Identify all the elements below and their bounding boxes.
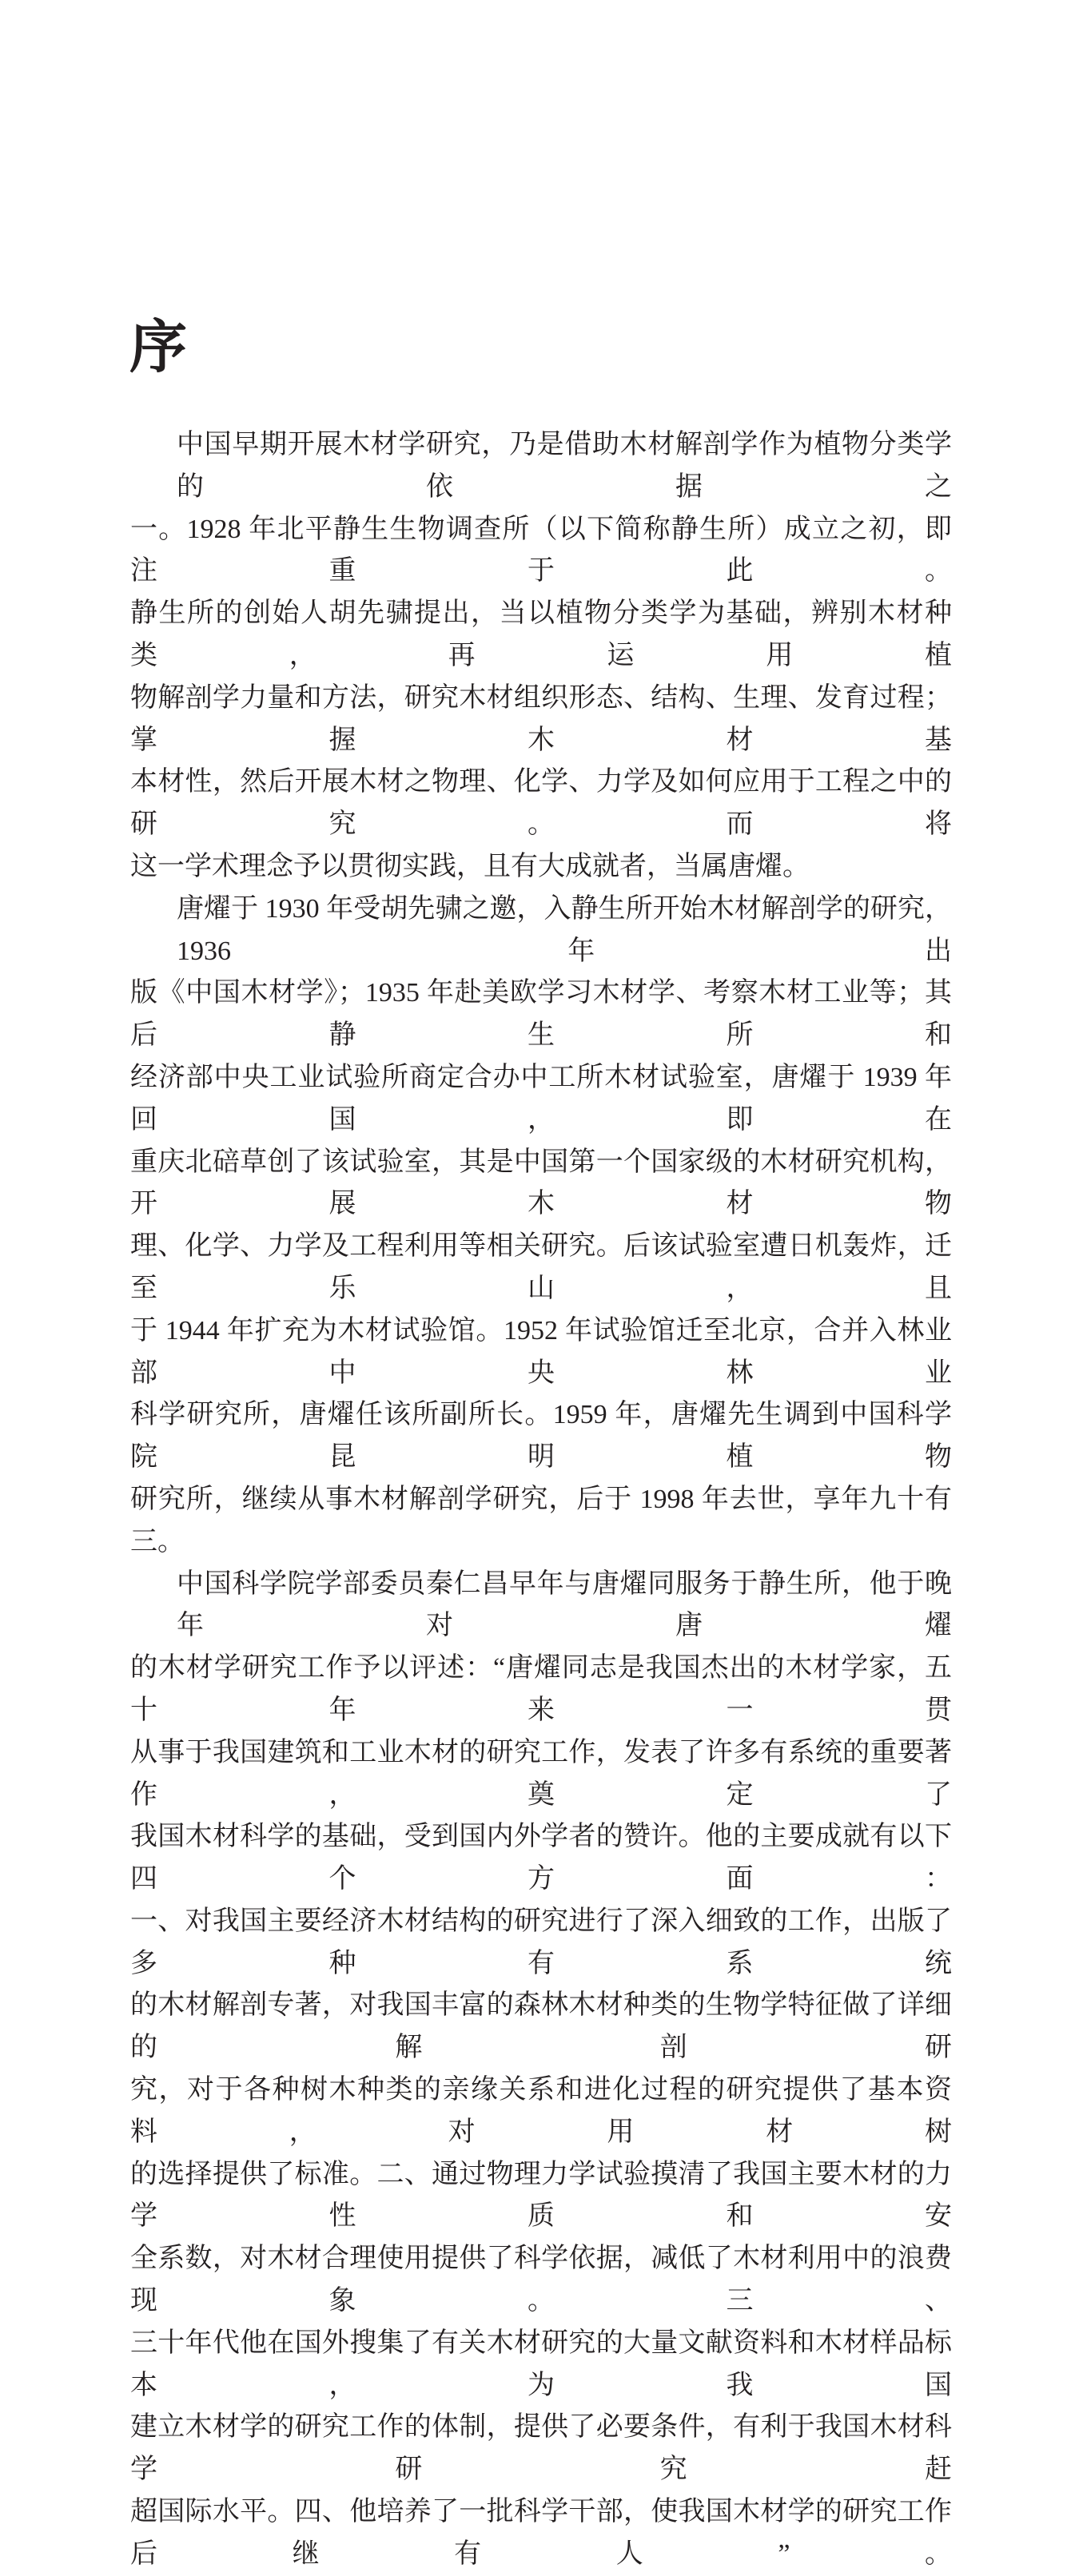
text-line: 究，对于各种树木种类的亲缘关系和进化过程的研究提供了基本资料，对用材树 bbox=[130, 2075, 952, 2147]
preface-body bbox=[130, 424, 952, 2576]
text-line: 我国木材科学的基础，受到国内外学者的赞许。他的主要成就有以下四个方面： bbox=[130, 1822, 952, 1894]
paragraph bbox=[130, 424, 952, 888]
text-line: 建立木材学的研究工作的体制，提供了必要条件，有利于我国木材科学研究赶 bbox=[130, 2412, 952, 2485]
text-line: 物解剖学力量和方法，研究木材组织形态、结构、生理、发育过程；掌握木材基 bbox=[130, 682, 952, 755]
page-title: 序 bbox=[129, 316, 188, 380]
text-line: 中国科学院学部委员秦仁昌早年与唐燿同服务于静生所，他于晚年对唐燿 bbox=[177, 1568, 952, 1641]
text-line: 中国早期开展木材学研究，乃是借助木材解剖学作为植物分类学的依据之 bbox=[177, 430, 952, 502]
text-line: 的木材学研究工作予以评述：“唐燿同志是我国杰出的木材学家，五十年来一贯 bbox=[130, 1653, 952, 1725]
text-line: 超国际水平。四、他培养了一批科学干部，使我国木材学的研究工作后继有人”。 bbox=[130, 2497, 952, 2569]
text-line: 一、对我国主要经济木材结构的研究进行了深入细致的工作，出版了多种有系统 bbox=[130, 1906, 952, 1978]
text-line: 从事于我国建筑和工业木材的研究工作，发表了许多有系统的重要著作，奠定了 bbox=[130, 1737, 952, 1810]
text-line: 的木材解剖专著，对我国丰富的森林木材种类的生物学特征做了详细的解剖研 bbox=[130, 1990, 952, 2063]
text-line: 重庆北碚草创了该试验室，其是中国第一个国家级的木材研究机构，开展木材物 bbox=[130, 1147, 952, 1219]
text-line: 经济部中央工业试验所商定合办中工所木材试验室，唐燿于 1939 年回国，即在 bbox=[130, 1062, 952, 1135]
text-line: 版《中国木材学》；1935 年赴美欧学习木材学、考察木材工业等；其后静生所和 bbox=[130, 978, 952, 1051]
paragraph bbox=[130, 888, 952, 1564]
text-line: 三十年代他在国外搜集了有关木材研究的大量文献资料和木材样品标本，为我国 bbox=[130, 2328, 952, 2400]
text-line: 这一学术理念予以贯彻实践，且有大成就者，当属唐燿。 bbox=[130, 851, 810, 881]
text-line: 的选择提供了标准。二、通过物理力学试验摸清了我国主要木材的力学性质和安 bbox=[130, 2159, 952, 2232]
text-line: 本材性，然后开展木材之物理、化学、力学及如何应用于工程之中的研究。而将 bbox=[130, 767, 952, 840]
text-line: 科学研究所，唐燿任该所副所长。1959 年，唐燿先生调到中国科学院昆明植物 bbox=[130, 1400, 952, 1473]
text-line: 静生所的创始人胡先骕提出，当以植物分类学为基础，辨别木材种类，再运用植 bbox=[130, 598, 952, 670]
text-line: 唐燿于 1930 年受胡先骕之邀，入静生所开始木材解剖学的研究，1936 年出 bbox=[177, 893, 952, 966]
text-line: 研究所，继续从事木材解剖学研究，后于 1998 年去世，享年九十有三。 bbox=[130, 1484, 952, 1556]
text-line: 理、化学、力学及工程利用等相关研究。后该试验室遭日机轰炸，迁至乐山，且 bbox=[130, 1231, 952, 1303]
text-line: 全系数，对木材合理使用提供了科学依据，减低了木材利用中的浪费现象。三、 bbox=[130, 2244, 952, 2316]
text-line: 一。1928 年北平静生生物调查所（以下简称静生所）成立之初，即注重于此。 bbox=[130, 514, 952, 586]
text-line: 于 1944 年扩充为木材试验馆。1952 年试验馆迁至北京，合并入林业部中央林业 bbox=[130, 1315, 952, 1388]
paragraph bbox=[130, 1564, 952, 2576]
